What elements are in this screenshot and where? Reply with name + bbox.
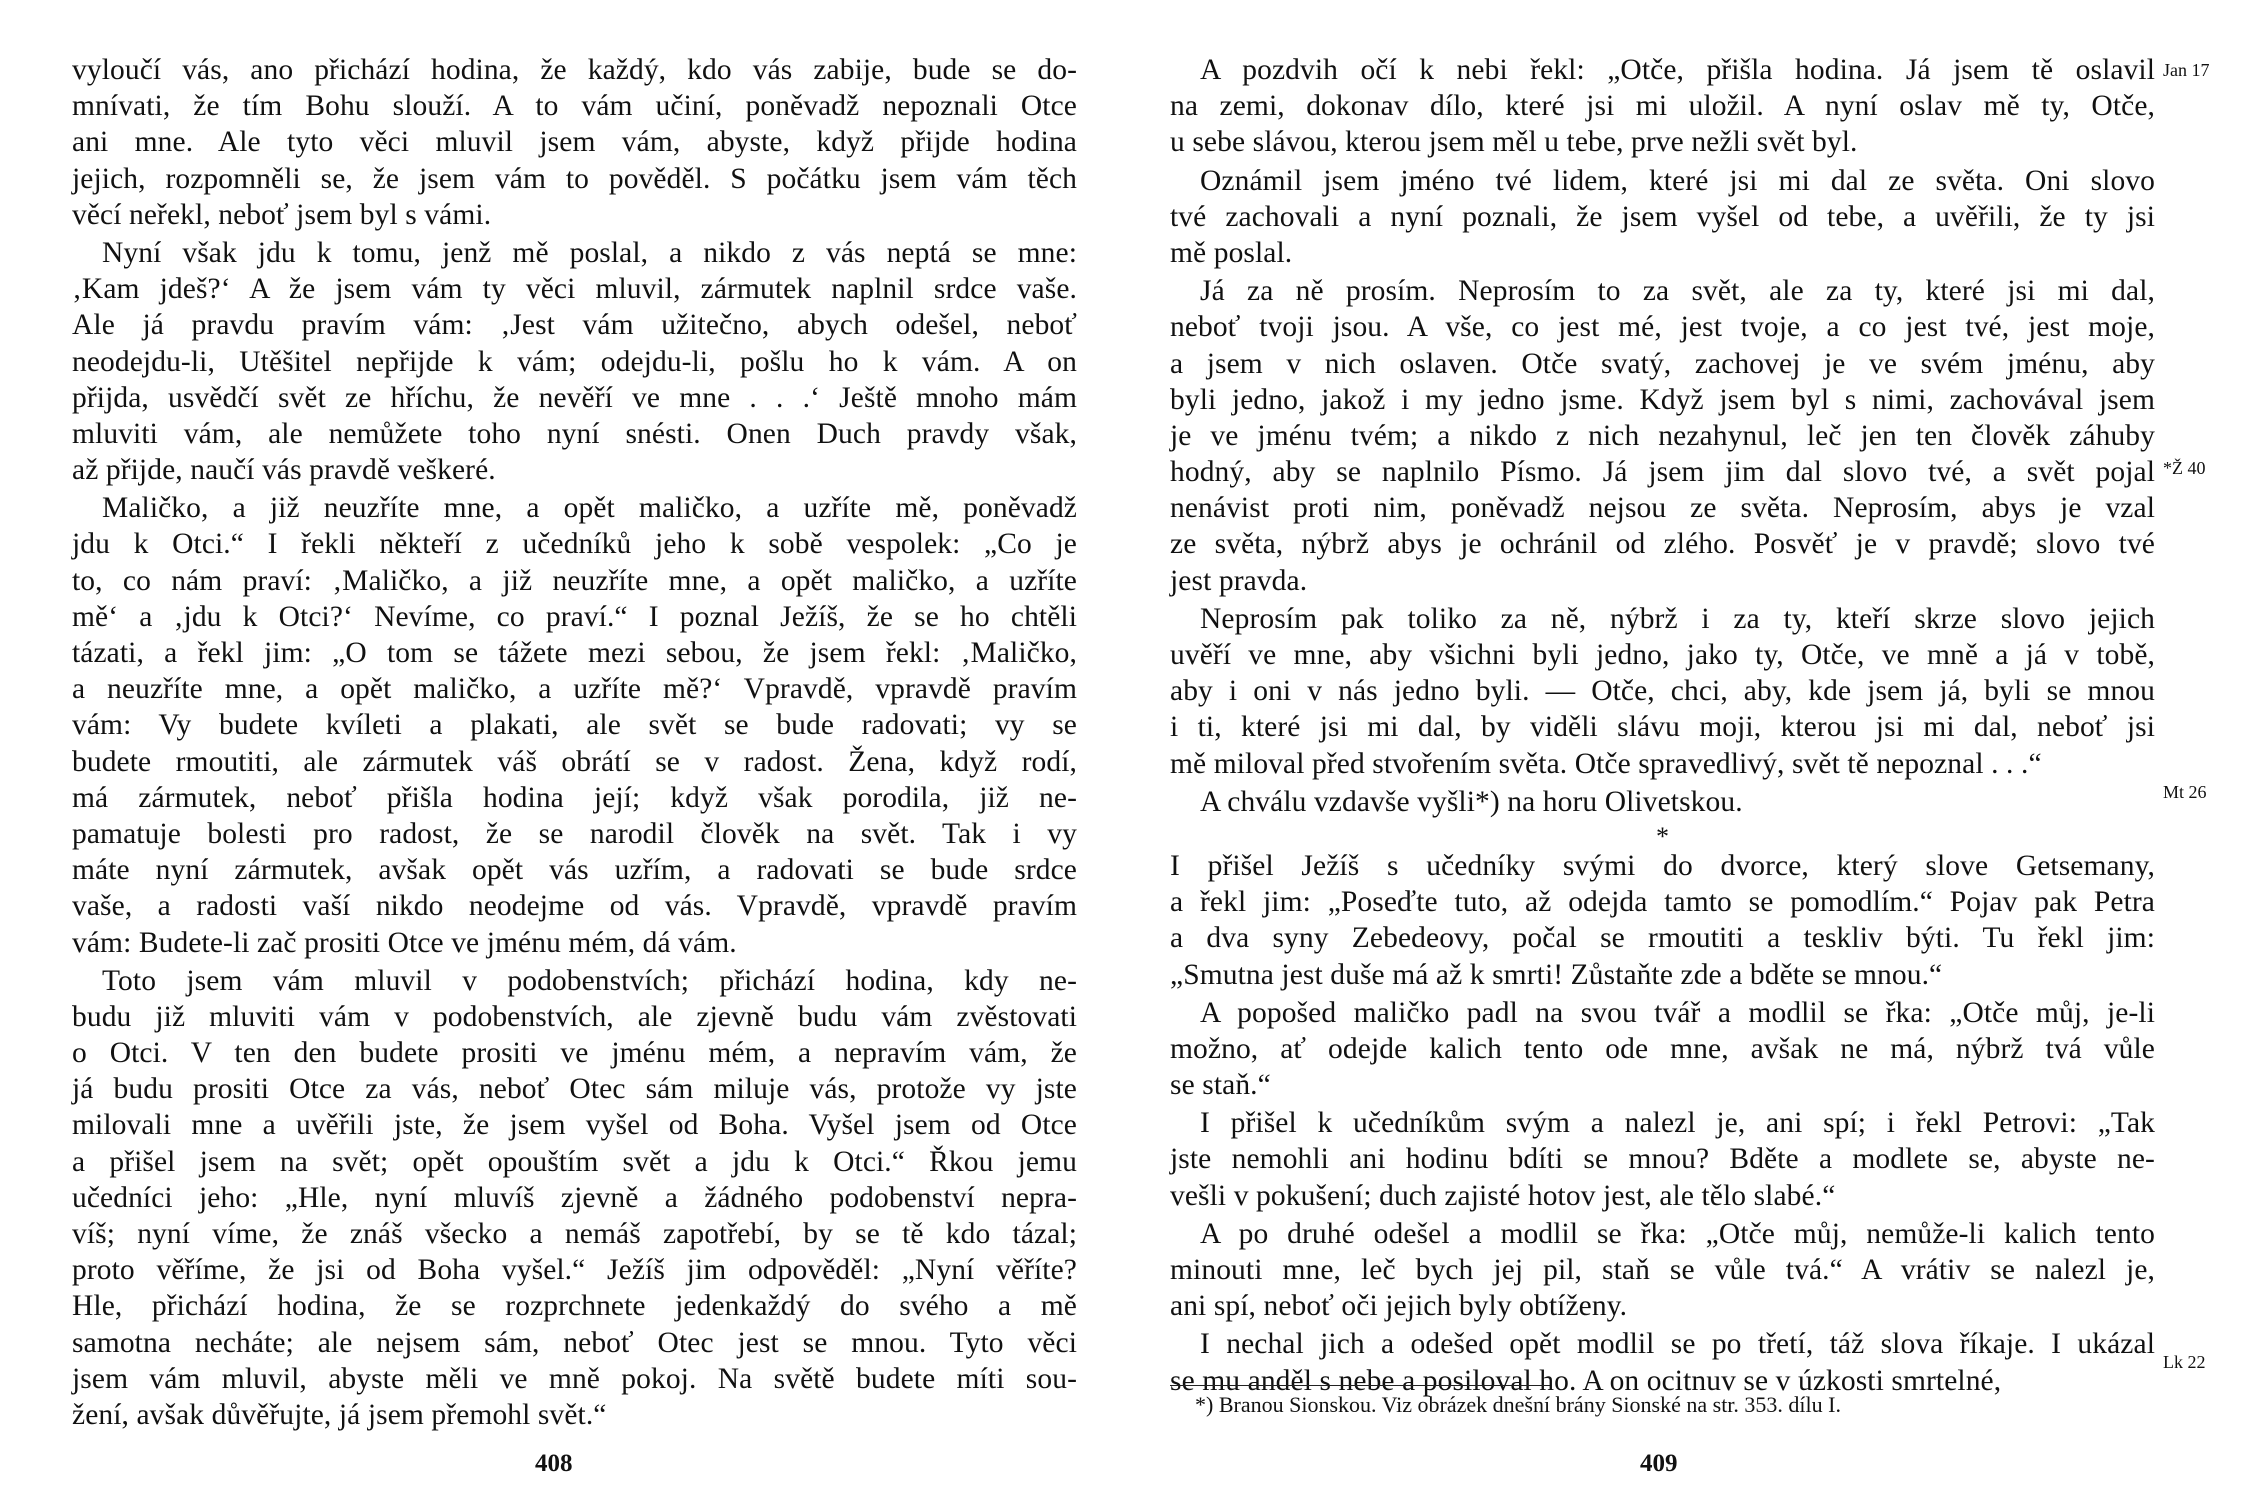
text-line xyxy=(1170,920,2155,956)
right-page-number: 409 xyxy=(1640,1450,1678,1477)
text-line-content: žení, avšak důvěřujte, já jsem přemohl svět.“ xyxy=(72,1398,607,1431)
paragraph xyxy=(72,52,1077,233)
text-line xyxy=(1170,199,2155,235)
text-line xyxy=(1170,784,2155,820)
text-line-content: a neuzříte mne, a opět maličko, a uzříte mě?‘ Vpravdě, vpravdě pravím xyxy=(72,673,1077,706)
text-line xyxy=(72,963,1077,999)
text-line xyxy=(72,124,1077,160)
text-line-content: neboť tvoji jsou. A vše, co jest mé, jest tvoje, a co jest tvé, jest moje, xyxy=(1170,311,2155,344)
paragraph xyxy=(1170,52,2155,161)
text-line-content: i ti, které jsi mi dal, by viděli slávu moji, kterou jsi mi dal, neboť jsi xyxy=(1170,711,2155,744)
footnote: *) Branou Sionskou. Viz obrázek dnešní brány Sionské na str. 353. dílu I. xyxy=(1195,1392,1841,1417)
text-line-content: u sebe slávou, kterou jsem měl u tebe, prve nežli svět byl. xyxy=(1170,126,1858,159)
text-line xyxy=(72,88,1077,124)
text-line-content: mě‘ a ‚jdu k Otci?‘ Nevíme, co praví.“ I poznal Ježíš, že se ho chtěli xyxy=(72,600,1077,633)
text-line xyxy=(1170,746,2155,782)
left-page xyxy=(72,52,1077,1435)
text-line xyxy=(72,1325,1077,1361)
text-line-content: mě poslal. xyxy=(1170,236,1293,269)
text-line-content: jsem vám mluvil, abyste měli ve mně pokoj. Na světě budete míti sou- xyxy=(72,1362,1077,1395)
text-line xyxy=(1170,637,2155,673)
text-line-content: aby i oni v nás jedno byli. — Otče, chci, aby, kde jsem já, byli se mnou xyxy=(1170,675,2155,708)
text-line-content: na zemi, dokonav dílo, které jsi mi uložil. A nyní oslav mě ty, Otče, xyxy=(1170,90,2155,123)
text-line-content: I přišel Ježíš s učedníky svými do dvorce, který slove Getsemany, xyxy=(1170,849,2155,882)
text-line xyxy=(1170,1252,2155,1288)
text-line xyxy=(72,526,1077,562)
section-separator: * xyxy=(1656,821,1669,851)
text-line-content: jest pravda. xyxy=(1170,564,1308,597)
text-line-content: pamatuje bolesti pro radost, že se narodil člověk na svět. Tak i vy xyxy=(72,817,1077,850)
text-line-content: „Smutna jest duše má až k smrti! Zůstaňte zde a bděte se mnou.“ xyxy=(1170,958,1943,991)
text-line-content: Hle, přichází hodina, že se rozprchnete jedenkaždý do svého a mě xyxy=(72,1290,1077,1323)
text-line xyxy=(72,888,1077,924)
paragraph xyxy=(1170,601,2155,782)
text-line xyxy=(1170,709,2155,745)
text-line-content: A pozdvih očí k nebi řekl: „Otče, přišla hodina. Já jsem tě oslavil xyxy=(1200,54,2155,86)
text-line xyxy=(72,235,1077,271)
text-line xyxy=(1170,309,2155,345)
text-line xyxy=(1170,1105,2155,1141)
text-line xyxy=(1170,1216,2155,1252)
text-line xyxy=(72,635,1077,671)
text-line-content: vám: Vy budete kvíleti a plakati, ale svět se bude radovati; vy se xyxy=(72,709,1077,742)
text-line-content: Já za ně prosím. Neprosím to za svět, ale za ty, které jsi mi dal, xyxy=(1200,275,2155,308)
text-line-content: a řekl jim: „Poseďte tuto, až odejda tamto se pomodlím.“ Pojav pak Petra xyxy=(1170,886,2155,919)
text-line-content: až přijde, naučí vás pravdě veškeré. xyxy=(72,454,496,487)
text-line-content: Oznámil jsem jméno tvé lidem, které jsi mi dal ze světa. Oni slovo xyxy=(1200,164,2155,197)
text-line xyxy=(1170,884,2155,920)
paragraph xyxy=(72,235,1077,488)
text-line-content: ani spí, neboť oči jejich byly obtíženy. xyxy=(1170,1290,1628,1323)
text-line xyxy=(72,744,1077,780)
text-line xyxy=(1170,52,2155,88)
text-line-content: učedníci jeho: „Hle, nyní mluvíš zjevně a žádného podobenství nepra- xyxy=(72,1181,1077,1214)
text-line xyxy=(72,1144,1077,1180)
text-line-content: se mu anděl s nebe a posiloval ho. A on ocitnuv se v úzkosti smrtelné, xyxy=(1170,1364,2002,1397)
text-line-content: věcí neřekl, neboť jsem byl s vámi. xyxy=(72,198,492,231)
text-line xyxy=(72,416,1077,452)
paragraph xyxy=(1170,995,2155,1104)
text-line-content: a přišel jsem na svět; opět opouštím svět a jdu k Otci.“ Řkou jemu xyxy=(72,1145,1077,1178)
text-line xyxy=(1170,1067,2155,1103)
text-line xyxy=(1170,1178,2155,1214)
paragraph xyxy=(1170,848,2155,993)
text-line-content: vešli v pokušení; duch zajisté hotov jest, ale tělo slabé.“ xyxy=(1170,1179,1836,1212)
text-line xyxy=(72,1252,1077,1288)
text-line xyxy=(72,344,1077,380)
left-page-text xyxy=(72,52,1077,1433)
text-line-content: mluviti vám, ale nemůžete toho nyní snésti. Onen Duch pravdy však, xyxy=(72,417,1077,450)
text-line xyxy=(1170,1326,2155,1362)
text-line xyxy=(72,1361,1077,1397)
text-line-content: ‚Kam jdeš?‘ A že jsem vám ty věci mluvil, zármutek naplnil srdce vaše. xyxy=(72,273,1077,306)
text-line-content: a jsem v nich oslaven. Otče svatý, zachovej je ve svém jménu, aby xyxy=(1170,347,2155,380)
text-line-content: budu již mluviti vám v podobenstvích, ale zjevně budu vám zvěstovati xyxy=(72,1000,1077,1033)
paragraph xyxy=(1170,273,2155,599)
text-line xyxy=(1170,1288,2155,1324)
text-line-content: vyloučí vás, ano přichází hodina, že každý, kdo vás zabije, bude se do- xyxy=(72,54,1077,86)
margin-note-zalm: *Ž 40 xyxy=(2163,458,2206,478)
text-line-content: budete rmoutiti, ale zármutek váš obrátí se v radost. Žena, když rodí, xyxy=(72,745,1077,778)
text-line xyxy=(72,671,1077,707)
text-line-content: mě miloval před stvořením světa. Otče spravedlivý, svět tě nepoznal . . .“ xyxy=(1170,747,2042,780)
text-line-content: nenávist proti nim, poněvadž nejsou ze světa. Neprosím, abys je vzal xyxy=(1170,492,2155,525)
text-line-content: ani mne. Ale tyto věci mluvil jsem vám, abyste, když přijde hodina xyxy=(72,126,1077,159)
margin-note-jan: Jan 17 xyxy=(2163,60,2210,80)
text-line-content: mnívati, že tím Bohu slouží. A to vám učiní, poněvadž nepoznali Otce xyxy=(72,90,1077,123)
text-line xyxy=(72,707,1077,743)
text-line-content: Ale já pravdu pravím vám: ‚Jest vám užitečno, abych odešel, neboť xyxy=(72,309,1077,342)
text-line-content: tvé zachovali a nyní poznali, že jsem vyšel od tebe, a uvěřili, že ty jsi xyxy=(1170,200,2155,233)
text-line-content: A chválu vzdavše vyšli*) na horu Olivetskou. xyxy=(1200,785,1743,818)
text-line xyxy=(1170,601,2155,637)
text-line-content: jste nemohli ani hodinu bdíti se mnou? Bděte a modlete se, abyste ne- xyxy=(1170,1143,2155,1176)
text-line xyxy=(1170,418,2155,454)
text-line xyxy=(72,380,1077,416)
right-page xyxy=(1170,52,2155,1401)
text-line-content: jdu k Otci.“ I řekli někteří z učedníků jeho k sobě vespolek: „Co je xyxy=(72,528,1077,561)
text-line xyxy=(1170,235,2155,271)
text-line-content: samotna necháte; ale nejsem sám, neboť Otec jest se mnou. Tyto věci xyxy=(72,1326,1077,1359)
right-page-text-upper xyxy=(1170,52,2155,820)
text-line-content: já budu prositi Otce za vás, neboť Otec sám miluje vás, protože vy jste xyxy=(72,1073,1077,1106)
text-line-content: o Otci. V ten den budete prositi ve jménu mém, a nepravím vám, že xyxy=(72,1037,1077,1070)
text-line-content: I nechal jich a odešed opět modlil se po třetí, táž slova říkaje. I ukázal xyxy=(1200,1328,2155,1361)
text-line xyxy=(72,1035,1077,1071)
margin-note-lk: Lk 22 xyxy=(2163,1352,2206,1372)
text-line xyxy=(72,563,1077,599)
text-line-content: vaše, a radosti vaší nikdo neodejme od vás. Vpravdě, vpravdě pravím xyxy=(72,890,1077,923)
text-line-content: je ve jménu tvém; a nikdo z nich nezahynul, leč jen ten člověk záhuby xyxy=(1170,419,2155,452)
paragraph xyxy=(1170,784,2155,820)
text-line-content: možno, ať odejde kalich tento ode mne, avšak ne má, nýbrž tvá vůle xyxy=(1170,1032,2155,1065)
text-line-content: I přišel k učedníkům svým a nalezl je, ani spí; i řekl Petrovi: „Tak xyxy=(1200,1107,2155,1140)
text-line xyxy=(72,1216,1077,1252)
text-line xyxy=(1170,995,2155,1031)
text-line-content: milovali mne a uvěřili jste, že jsem vyšel od Boha. Vyšel jsem od Otce xyxy=(72,1109,1077,1142)
paragraph xyxy=(1170,1326,2155,1398)
text-line xyxy=(72,852,1077,888)
text-line-content: a dva syny Zebedeovy, počal se rmoutiti a teskliv býti. Tu řekl jim: xyxy=(1170,922,2155,955)
text-line-content: se staň.“ xyxy=(1170,1069,1271,1102)
right-page-text-lower xyxy=(1170,848,2155,1399)
text-line xyxy=(72,490,1077,526)
text-line-content: Maličko, a již neuzříte mne, a opět maličko, a uzříte mě, poněvadž xyxy=(102,492,1077,525)
text-line xyxy=(1170,273,2155,309)
text-line xyxy=(72,197,1077,233)
text-line-content: jejich, rozpomněli se, že jsem vám to pověděl. S počátku jsem vám těch xyxy=(72,162,1077,195)
text-line xyxy=(72,307,1077,343)
text-line-content: minouti mne, leč bych jej pil, staň se vůle tvá.“ A vrátiv se nalezl je, xyxy=(1170,1254,2155,1286)
text-line xyxy=(1170,563,2155,599)
text-line xyxy=(72,452,1077,488)
text-line xyxy=(1170,346,2155,382)
text-line xyxy=(72,1180,1077,1216)
paragraph xyxy=(72,490,1077,960)
margin-note-mt: Mt 26 xyxy=(2163,782,2207,802)
text-line xyxy=(1170,490,2155,526)
text-line xyxy=(1170,673,2155,709)
text-line xyxy=(72,599,1077,635)
footnote-rule xyxy=(1170,1385,1550,1386)
text-line xyxy=(72,999,1077,1035)
text-line xyxy=(72,161,1077,197)
paragraph xyxy=(1170,1105,2155,1214)
text-line xyxy=(72,925,1077,961)
text-line-content: uvěří ve mne, aby všichni byli jedno, jako ty, Otče, ve mně a já v tobě, xyxy=(1170,639,2155,671)
text-line xyxy=(72,1071,1077,1107)
paragraph xyxy=(1170,163,2155,272)
text-line xyxy=(72,816,1077,852)
text-line-content: víš; nyní víme, že znáš všecko a nemáš zapotřebí, by se tě kdo tázal; xyxy=(72,1218,1077,1250)
text-line-content: má zármutek, neboť přišla hodina její; když však porodila, již ne- xyxy=(72,781,1077,814)
text-line-content: proto věříme, že jsi od Boha vyšel.“ Ježíš jim odpověděl: „Nyní věříte? xyxy=(72,1254,1077,1287)
text-line-content: Nyní však jdu k tomu, jenž mě poslal, a nikdo z vás neptá se mne: xyxy=(102,236,1077,269)
text-line xyxy=(1170,382,2155,418)
text-line-content: byli jedno, jakož i my jedno jsme. Když jsem byl s nimi, zachovával jsem xyxy=(1170,383,2155,416)
text-line-content: A po druhé odešel a modlil se řka: „Otče můj, nemůže-li kalich tento xyxy=(1200,1217,2155,1250)
text-line xyxy=(72,1397,1077,1433)
text-line xyxy=(72,1107,1077,1143)
text-line xyxy=(72,1288,1077,1324)
text-line-content: A popošed maličko padl na svou tvář a modlil se řka: „Otče můj, je-li xyxy=(1200,996,2155,1029)
text-line-content: máte nyní zármutek, avšak opět vás uzřím, a radovati se bude srdce xyxy=(72,854,1077,887)
text-line-content: hodný, aby se naplnilo Písmo. Já jsem jim dal slovo tvé, a svět pojal xyxy=(1170,456,2155,489)
text-line xyxy=(1170,163,2155,199)
paragraph xyxy=(1170,1216,2155,1325)
text-line xyxy=(72,271,1077,307)
text-line xyxy=(1170,88,2155,124)
text-line xyxy=(1170,1031,2155,1067)
text-line xyxy=(1170,454,2155,490)
text-line-content: ze světa, nýbrž abys je ochránil od zlého. Posvěť je v pravdě; slovo tvé xyxy=(1170,528,2155,561)
text-line-content: Toto jsem vám mluvil v podobenstvích; přichází hodina, kdy ne- xyxy=(102,964,1077,997)
text-line-content: přijda, usvědčí svět ze hříchu, že nevěří ve mne . . .‘ Ještě mnoho mám xyxy=(72,381,1077,414)
paragraph xyxy=(72,963,1077,1433)
left-page-number: 408 xyxy=(535,1450,573,1477)
text-line xyxy=(72,52,1077,88)
text-line-content: vám: Budete-li zač prositi Otce ve jménu mém, dá vám. xyxy=(72,926,737,959)
text-line xyxy=(1170,124,2155,160)
text-line xyxy=(72,780,1077,816)
text-line xyxy=(1170,1141,2155,1177)
text-line-content: neodejdu-li, Utěšitel nepřijde k vám; odejdu-li, pošlu ho k vám. A on xyxy=(72,345,1077,378)
text-line xyxy=(1170,526,2155,562)
text-line-content: tázati, a řekl jim: „O tom se tážete mezi sebou, že jsem řekl: ‚Maličko, xyxy=(72,637,1077,669)
text-line xyxy=(1170,848,2155,884)
text-line-content: to, co nám praví: ‚Maličko, a již neuzříte mne, a opět maličko, a uzříte xyxy=(72,564,1077,597)
text-line-content: Neprosím pak toliko za ně, nýbrž i za ty, kteří skrze slovo jejich xyxy=(1200,602,2155,635)
text-line xyxy=(1170,957,2155,993)
